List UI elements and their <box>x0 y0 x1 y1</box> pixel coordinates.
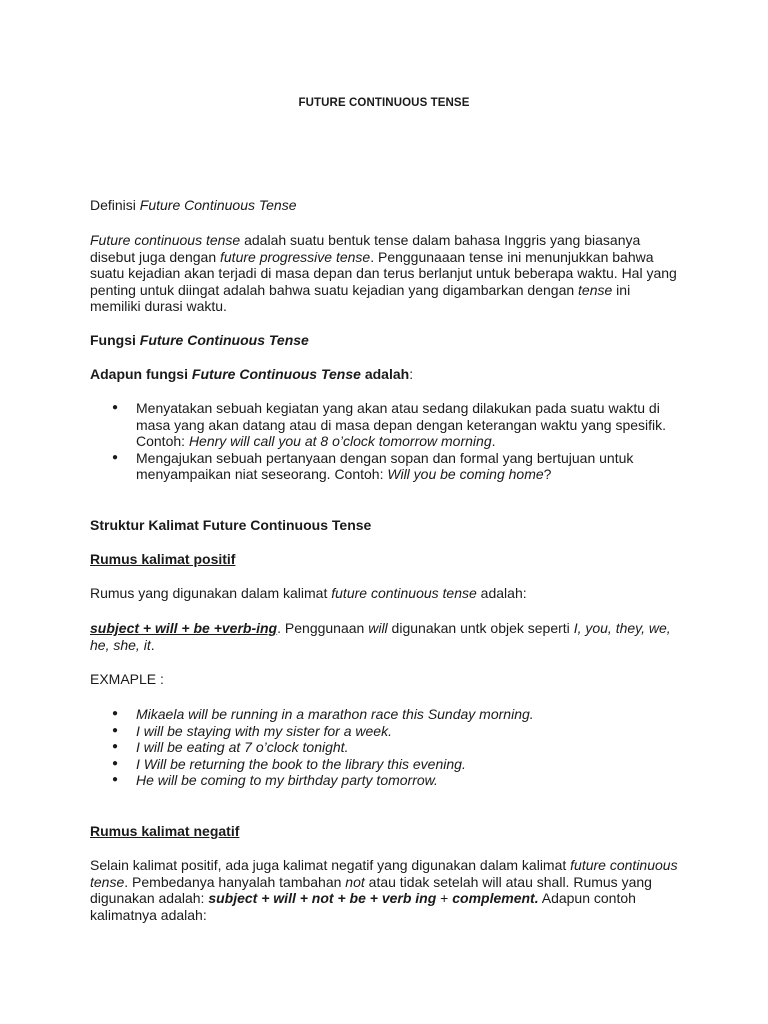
bullet-icon: ● <box>112 757 119 769</box>
intro-term: Future continuous tense <box>90 232 241 248</box>
fungsi-item-tail: ? <box>543 466 552 482</box>
example-sentence: I will be staying with my sister for a week. <box>136 722 392 739</box>
bullet-icon: ● <box>112 741 119 752</box>
example-sentence: I will be eating at 7 o’clock tonight. <box>136 739 349 755</box>
rumus-line <box>90 585 680 602</box>
fungsi-item-example: Will you be coming home <box>387 466 544 482</box>
fungsi-heading-lead: Fungsi <box>90 332 140 348</box>
negatif-not: not <box>345 873 365 890</box>
bullet-icon: ● <box>112 451 119 463</box>
negatif-heading-text: Rumus kalimat negatif <box>90 823 240 839</box>
formula-text-2: digunakan untk objek seperti <box>387 620 574 636</box>
positive-formula: subject + will + be +verb-ing <box>90 620 278 636</box>
intro-paragraph <box>90 232 680 315</box>
bullet-icon: ● <box>112 402 119 413</box>
definisi-lead: Definisi <box>90 197 140 213</box>
negatif-term: future continuous tense <box>90 857 678 890</box>
negatif-text-1: Selain kalimat positif, ada juga kalimat negatif yang digunakan dalam kalimat <box>90 857 571 873</box>
struktur-heading-text: Struktur Kalimat Future Continuous Tense <box>90 517 372 533</box>
list-item <box>90 723 670 740</box>
formula-end: . <box>150 636 155 653</box>
positif-heading <box>90 551 680 568</box>
negatif-text-3: atau tidak setelah will atau shall. Rumus yang digunakan adalah: <box>90 873 652 906</box>
list-item <box>90 450 670 483</box>
intro-alt-term: future progressive tense <box>220 248 371 265</box>
bullet-icon: ● <box>112 774 119 785</box>
struktur-heading <box>90 517 680 534</box>
fungsi-item-tail: . <box>491 433 496 449</box>
fungsi-item-text: Menyatakan sebuah kegiatan yang akan atau sedang dilakukan pada suatu waktu di masa yang akan datang atau di masa depan dengan keterangan waktu yang spesifik. Contoh: <box>136 400 667 449</box>
definisi-term: Future Continuous Tense <box>139 197 297 213</box>
intro-tense-word: tense <box>578 281 613 298</box>
negatif-text-2: . Pembedanya hanyalah tambahan <box>124 873 346 890</box>
fungsi-heading <box>90 332 680 349</box>
fungsi-heading-term: Future Continuous Tense <box>139 332 309 348</box>
formula-pronouns: I, you, they, we, he, she, it <box>90 620 671 653</box>
rumus-lead: Rumus yang digunakan dalam kalimat <box>90 585 332 601</box>
formula-text-1: . Penggunaan <box>277 620 369 636</box>
definisi-line <box>90 197 680 214</box>
negatif-plus: + <box>436 890 453 906</box>
intro-text-3: ini memiliki durasi waktu. <box>90 281 631 314</box>
list-item <box>90 706 670 723</box>
adapun-lead: Adapun fungsi <box>90 366 192 382</box>
example-sentence: I Will be returning the book to the library this evening. <box>136 755 466 772</box>
negatif-text-4: Adapun contoh kalimatnya adalah: <box>90 890 636 923</box>
formula-paragraph <box>90 620 680 653</box>
example-sentence: He will be coming to my birthday party tomorrow. <box>136 772 438 788</box>
fungsi-item-example: Henry will call you at 8 o’clock tomorrow morning <box>188 433 492 449</box>
example-sentence: Mikaela will be running in a marathon race this Sunday morning. <box>136 706 534 722</box>
negative-formula: subject + will + not + be + verb ing <box>208 890 437 906</box>
bullet-icon: ● <box>112 708 119 719</box>
example-label: EXMAPLE : <box>90 671 164 687</box>
list-item <box>90 772 670 789</box>
intro-text-1: adalah suatu bentuk tense dalam bahasa Inggris yang biasanya disebut juga dengan <box>90 232 641 265</box>
rumus-term: future continuous tense <box>331 585 477 601</box>
adapun-tail: adalah <box>360 366 410 382</box>
adapun-colon: : <box>409 366 414 382</box>
negatif-paragraph <box>90 857 680 923</box>
rumus-tail: adalah: <box>476 585 527 601</box>
list-item <box>90 756 670 773</box>
page-title: FUTURE CONTINUOUS TENSE <box>298 97 470 109</box>
positif-heading-text: Rumus kalimat positif <box>90 551 236 567</box>
example-list <box>90 706 670 789</box>
negatif-complement: complement. <box>452 890 539 906</box>
adapun-line <box>90 366 680 383</box>
fungsi-item-text: Mengajukan sebuah pertanyaan dengan sopan dan formal yang bertujuan untuk menyampaikan niat seseorang. Contoh: <box>136 449 634 482</box>
intro-text-2: . Penggunaaan tense ini menunjukkan bahwa suatu kejadian akan terjadi di masa depan dan terus berlanjut untuk beberapa waktu. Hal yang penting untuk diingat adalah bahwa suatu kejadian yang digambarkan dengan <box>90 248 677 298</box>
list-item <box>90 400 670 450</box>
adapun-term: Future Continuous Tense <box>191 366 361 382</box>
bullet-icon: ● <box>112 724 119 736</box>
formula-will: will <box>368 620 388 636</box>
list-item <box>90 739 670 756</box>
fungsi-list <box>90 400 670 483</box>
negatif-heading <box>90 823 680 840</box>
